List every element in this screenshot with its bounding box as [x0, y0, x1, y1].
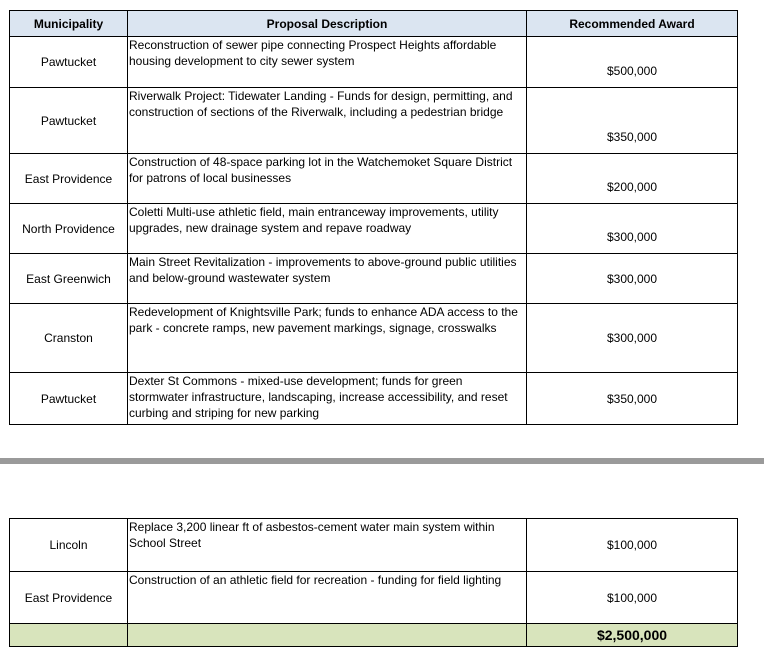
description-cell: Coletti Multi-use athletic field, main entranceway improvements, utility upgrades, new drainage system and repave roadway — [128, 204, 527, 254]
table-row — [10, 88, 738, 154]
municipality-cell: East Providence — [10, 154, 128, 204]
municipality-cell: North Providence — [10, 204, 128, 254]
total-award-cell: $2,500,000 — [527, 624, 738, 647]
municipality-cell: Pawtucket — [10, 37, 128, 88]
total-empty-cell — [128, 624, 527, 647]
table-row — [10, 373, 738, 425]
municipality-cell: East Greenwich — [10, 254, 128, 304]
table-row — [10, 304, 738, 373]
award-cell: $350,000 — [527, 88, 738, 154]
municipality-cell: Pawtucket — [10, 88, 128, 154]
description-cell: Riverwalk Project: Tidewater Landing - Funds for design, permitting, and construction of sections of the Riverwalk, including a pedestrian bridge — [128, 88, 527, 154]
awards-table-top — [9, 10, 738, 425]
table-row — [10, 37, 738, 88]
award-cell: $300,000 — [527, 204, 738, 254]
table-row — [10, 519, 738, 572]
award-cell: $200,000 — [527, 154, 738, 204]
description-cell: Dexter St Commons - mixed-use development; funds for green stormwater infrastructure, landscaping, increase accessibility, and reset curbing and striping for new parking — [128, 373, 527, 425]
description-cell: Construction of an athletic field for recreation - funding for field lighting — [128, 572, 527, 624]
table-row — [10, 254, 738, 304]
total-empty-cell — [10, 624, 128, 647]
description-cell: Construction of 48-space parking lot in the Watchemoket Square District for patrons of local businesses — [128, 154, 527, 204]
table-row — [10, 154, 738, 204]
awards-table-bottom — [9, 518, 738, 647]
award-cell: $300,000 — [527, 304, 738, 373]
description-cell: Redevelopment of Knightsville Park; funds to enhance ADA access to the park - concrete ramps, new pavement markings, signage, crosswalks — [128, 304, 527, 373]
municipality-cell: East Providence — [10, 572, 128, 624]
award-cell: $350,000 — [527, 373, 738, 425]
table-header-row — [10, 11, 738, 37]
table-row — [10, 572, 738, 624]
description-cell: Reconstruction of sewer pipe connecting Prospect Heights affordable housing development to city sewer system — [128, 37, 527, 88]
table-row — [10, 204, 738, 254]
header-award: Recommended Award — [527, 11, 738, 37]
award-cell: $500,000 — [527, 37, 738, 88]
award-cell: $300,000 — [527, 254, 738, 304]
total-row — [10, 624, 738, 647]
description-cell: Main Street Revitalization - improvements to above-ground public utilities and below-ground wastewater system — [128, 254, 527, 304]
municipality-cell: Cranston — [10, 304, 128, 373]
municipality-cell: Lincoln — [10, 519, 128, 572]
description-cell: Replace 3,200 linear ft of asbestos-cement water main system within School Street — [128, 519, 527, 572]
municipality-cell: Pawtucket — [10, 373, 128, 425]
award-cell: $100,000 — [527, 519, 738, 572]
header-description: Proposal Description — [128, 11, 527, 37]
page-divider — [0, 458, 764, 464]
header-municipality: Municipality — [10, 11, 128, 37]
award-cell: $100,000 — [527, 572, 738, 624]
